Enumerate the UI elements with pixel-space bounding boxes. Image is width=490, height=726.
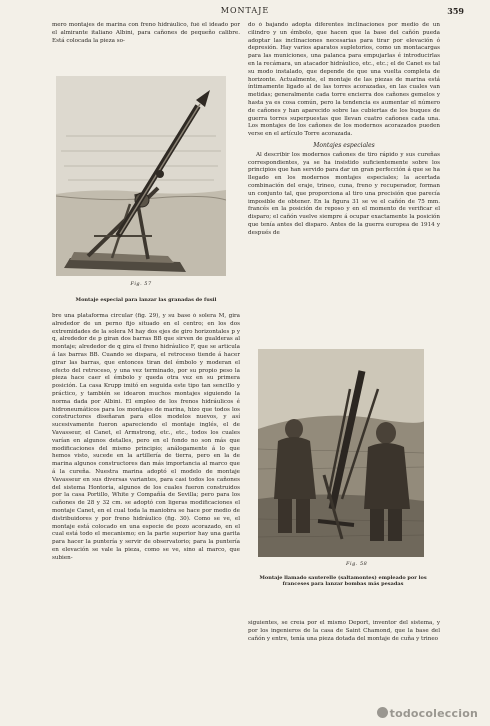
figure-58-label: Fig. 58 bbox=[346, 561, 368, 567]
left-column-bottom bbox=[52, 313, 240, 698]
figure-57-illustration bbox=[56, 76, 226, 276]
paragraph: Al describir los modernos cañones de tiro rápido y sus cureñas correspondientes, ya se ha insistido suficientemente sobre los principios que han servido para dar un gran perfección á que se ha llegado en los modernos montajes especiales; la acertada combinación del eraje, trineo, cuna, freno y recuperador, forman un conjunto tal, que proporciona al tiro una precisión que parecía imposible de obtener. En la figura 31 se ve el cañón de 75 mm. francés en la posición de reposo y en el momento de verificar el disparo; el cañón vuelve siempre á ocupar exactamente la posición que tenía antes del disparo. Antes de la guerra europea de 1914 y después de bbox=[248, 151, 440, 236]
paragraph: mero montajes de marina con freno hidráulico, fué el ideado por el almirante italiano Albini, para cañones de pequeño calibre. Está colocada la pieza so- bbox=[52, 22, 240, 44]
section-heading: Montajes especiales bbox=[313, 141, 375, 149]
right-column-top bbox=[248, 22, 440, 344]
running-title: MONTAJE bbox=[220, 6, 270, 15]
page-number: 359 bbox=[447, 6, 464, 16]
right-column-bottom bbox=[248, 620, 440, 698]
figure-58-caption: Montaje llamado sauterelle (saltamontes) empleado por los franceses para lanzar bombas más pesadas bbox=[259, 575, 427, 588]
sauterelle-mount-photo bbox=[258, 349, 424, 557]
paragraph: do ó bajando adopta diferentes inclinaciones por medio de un cilindro y un émbolo, que hacen que la base del cañón pueda adoptar las inclinaciones necesarias para tirar por elevación ó depresión. Hay varios aparatos supletorios, como un montacargas para las municiones, una palanca para empujarlas é introducirlas en la recámara, un atacador hidráulico, etc., etc.; el de Canet es tal su modo instalado, que depende de que una vuelta completa de horizonte. Actualmente, el montaje de las piezas de marina está íntimamente ligado al de las torres acorazadas, en las cuales van metidas; generalmente cada torre encierra dos cañones gemelos y hasta ya es cosa común, pero la tendencia es aumentar el número de cañones y han aparecido sobre las cubiertas de los buques de guerra torres superpuestas que llevan cuatro cañones cada una. Los montajes de los cañones de los modernos acorazados pueden verse en el artículo Torre acorazada. bbox=[248, 22, 440, 138]
left-column-top bbox=[52, 22, 240, 72]
grenade-launcher-engraving bbox=[56, 76, 226, 276]
figure-57-caption: Montaje especial para lanzar las granadas de fusil bbox=[75, 297, 217, 303]
watermark bbox=[377, 707, 478, 720]
paragraph: siguientes, se creía por el mismo Deport, inventor del sistema, y por los ingenieros de la casa de Saint Chamond, que la base del cañón y entre, tenía una pieza dotada del montaje de cuña y trineo bbox=[248, 620, 440, 642]
watermark-text: todocoleccion bbox=[389, 707, 478, 720]
figure-58-photograph bbox=[258, 349, 424, 557]
paragraph: bre una plataforma circular (fig. 29), y su base ó solera M, gira alrededor de un perno fijo situado en el centro; en los dos extremidades de la solera M hay dos ejes de giro horizontales p y q, alrededor de p giran dos barras BB que sirven de gualderas al montaje; alrededor de q gira el freno hidráulico F, que se articula á las barras BB. Cuando se dispara, el retroceso tiende á hacer girar las barras, que entonces tiran del émbolo y moderan el efecto del retroceso, y una vez terminado, por su propio peso la pieza hace caer el émbolo y queda otra vez en su primera posición. La casa Krupp imitó en seguida este tipo tan sencillo y práctico, y también se idearon muchos montajes siguiendo la norma dada por Albini. El empleo de los frenos hidráulicos é hidroneumáticos para los montajes de marina, hizo que todos los constructores diseñaran para ellos modelos nuevos, y así sucesivamente fueron apareciendo el montaje inglés, el de Vavasseur, el Canet, el Armstrong, etc., etc., todos los cuales varían en algunos detalles, pero en el fondo no son más que modificaciones del mismo principio; análogamente á lo que hemos visto, sucede en la artillería de tierra, pero en la de marina algunos constructores dan más importancia al marco que á la cureña. Nuestra marina adoptó el modelo de montaje Vavasseur en sus diversas variantes, para casi todos los cañones del sistema Hontoria, algunos de los cuales fueron construidos por la casa Portillo, White y Compañía de Sevilla; pero para los cañones de 28 y 32 cm. se adoptó con ligeras modificaciones el montaje Canet, en el cual toda la maniobra se hace por medio de distribuidores y por freno hidráulico (fig. 30). Como se ve, el montaje está colocado en una especie de pozo acorazado, en el cual está todo el mecanismo; en la parte superior hay una garita para hacer la puntería y servir de observatorio; para la puntería en elevación se vale la pieza, como se ve, sino al marco, que subien- bbox=[52, 313, 240, 561]
watermark-logo-icon bbox=[377, 707, 388, 718]
figure-57-label: Fig. 57 bbox=[130, 281, 152, 287]
page-header bbox=[0, 6, 490, 18]
